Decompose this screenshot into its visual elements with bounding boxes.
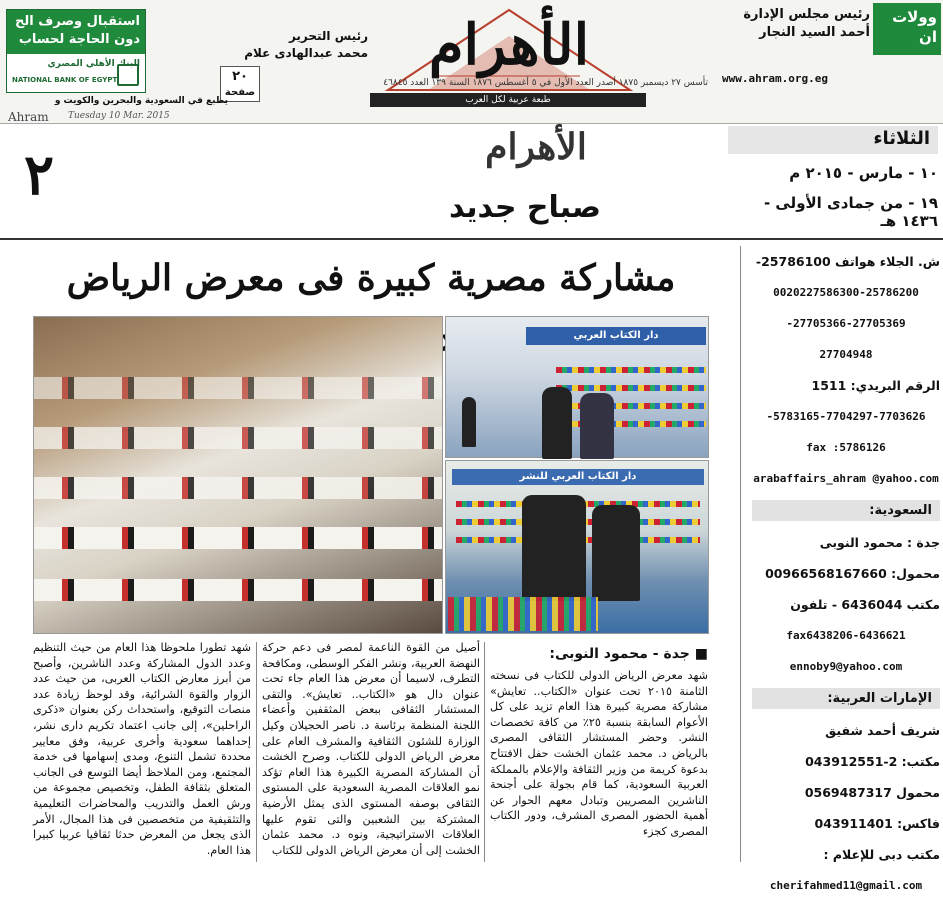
- editor-label: رئيس التحرير: [288, 29, 368, 43]
- article-column-1: شهد معرض الرياض الدولى للكتاب فى نسخته الثامنة ٢٠١٥ تحت عنوان «الكتاب.. تعايش» مشاركة مصرية كبيرة هذا العام تزيد على كل الأعوام السابقة بنسبة ٢٥٪ من كافة تخصصات النشر. وحضر المستشار الثقافى المصرى بالرياض د. محمد عثمان الخشت حفل الافتتاح بدعوة كريمة من وزير الثقافة والإعلام بالمملكة العربية السعودية، كما قام بجولة على أجنحة الناشرين المصريين وتبادل معهم الحوار عن أهمية الحضور المصرى المشرف، ودور الكتاب المصرى كجزء: [490, 669, 708, 838]
- sidebar-line: مكتب 6436044 - تلفون: [790, 597, 940, 612]
- sidebar-email: cherifahmed11@gmail.com: [769, 879, 923, 892]
- board-chair: [712, 6, 870, 42]
- photo-audience: [33, 316, 443, 634]
- date-gregorian: ١٠ - مارس - ٢٠١٥ م: [789, 164, 938, 182]
- sidebar-line: 27704948: [819, 348, 873, 361]
- sidebar-line: fax6438206-6436621: [786, 629, 906, 642]
- sidebar-line: جدة : محمود النوبى: [819, 535, 940, 550]
- sidebar-line: fax :5786126: [806, 441, 886, 454]
- bank-ad-slogan: استقبال وصرف الح دون الحاجة لحساب: [7, 10, 145, 54]
- article-column-2: أصيل من القوة الناعمة لمصر فى دعم حركة النهضة العربية، ونشر الفكر الوسطى، ومكافحة التطرف، لاسيما أن معرض هذا العام جاء تحت عنوان دال هو «الكتاب.. تعايش». والتقى المستشار الثقافى ببعض المثقفين وأعضاء اللجنة المنظمة برئاسة د. ناصر الحجيلان وكيل الوزارة للشئون الثقافية والمشرف العام على معرض الرياض الدولى للكتاب. وصرح الخشت أن المشاركة المصرية الكبيرة هذا العام تؤكد نمو العلاقات المصرية السعودية على المستوى الثقافى بوصفه المستوى الذى يمثل الأرضية المشتركة بين الشعبين والتى تقوم عليها العلاقات الاستراتيجية، ونوه د. محمد عثمان الخشت إلى أن معرض الرياض الدولى للكتاب: [262, 641, 480, 857]
- sidebar-line: -27705366-27705369: [786, 317, 906, 330]
- uae-heading: الإمارات العربية:: [752, 688, 940, 709]
- sidebar-line: مكتب: 2-043912551: [805, 754, 940, 769]
- editor-in-chief: [238, 28, 368, 62]
- contact-sidebar: [752, 246, 940, 901]
- board-label: رئيس مجلس الإدارة: [743, 7, 870, 22]
- sidebar-line: مكتب دبى للإعلام :: [823, 847, 940, 862]
- photo-bookstand-1: [445, 316, 709, 458]
- date-hijri: ١٩ - من جمادى الأولى - ١٤٣٦ هـ: [763, 194, 938, 230]
- day-name: الثلاثاء: [728, 126, 938, 154]
- stand-banner-1: دار الكتاب العربي: [526, 327, 706, 345]
- sidebar-email: ennoby9@yahoo.com: [789, 660, 903, 673]
- sidebar-line: 0020227586300-25786200: [773, 286, 919, 299]
- section-logo: الأهرام: [485, 126, 587, 168]
- bank-ad: [6, 9, 146, 93]
- sidebar-line: محمول 0569487317: [804, 785, 940, 800]
- board-name: أحمد السيد النجار: [759, 25, 870, 40]
- article-headline: مشاركة مصرية كبيرة فى معرض الرياض: [66, 257, 676, 299]
- distribution-note: يطبع في السعودية والبحرين والكويت و: [54, 96, 228, 106]
- bank-name-ar: البنك الأهلي المصري: [47, 59, 140, 69]
- section-title: صباح جديد: [448, 190, 602, 225]
- page-count: ٢٠: [232, 69, 248, 84]
- sidebar-line: ش. الجلاء هواتف 25786100-: [755, 254, 940, 269]
- website-url: www.ahram.org.eg: [722, 72, 828, 85]
- column-rule-2: [256, 642, 257, 862]
- sidebar-email: arabaffairs_ahram @yahoo.com: [753, 472, 939, 485]
- bank-name-en: NATIONAL BANK OF EGYPT: [12, 76, 118, 84]
- sidebar-line: محمول: 00966568167660: [765, 566, 940, 581]
- editor-name: محمد عبدالهادى علام: [244, 46, 368, 60]
- tagline: طبعة عربية لكل العرب: [370, 93, 646, 107]
- english-date: Tuesday 10 Mar. 2015: [68, 111, 170, 121]
- page-count-unit: صفحة: [224, 87, 256, 98]
- photo-bookstand-2: [445, 460, 709, 634]
- bank-logo-icon: [117, 64, 139, 86]
- founding-dateline: تأسس ٢٧ ديسمبر ١٨٧٥ أصدر العدد الأول في ٥ أغسطس ١٨٧٦ السنة ١٣٩ العدد ٤٦٨٤٥: [383, 78, 708, 88]
- sidebar-line: الرقم البريدي: 1511: [811, 378, 940, 393]
- divider: [0, 238, 943, 240]
- logo-text: الأهرام: [428, 12, 590, 78]
- ad-right: وولات ان: [873, 3, 941, 55]
- sidebar-line: شريف أحمد شفيق: [825, 723, 940, 738]
- sidebar-line: فاكس: 043911401: [814, 816, 940, 831]
- stand-banner-2: دار الكتاب العربي للنشر: [452, 469, 704, 485]
- saudi-heading: السعودية:: [752, 500, 940, 521]
- sidebar-rule: [740, 246, 741, 862]
- article-column-3: شهد تطورا ملحوظا هذا العام من حيث التنظيم وعدد الدول المشاركة وعدد الناشرين، وأصبح من أبرز معارض الكتاب العربى، من حيث عدد الزوار والقوة الشرائية، وقد لوحظ زيادة عدد منصات التوقيع، واستحداث ركن بعنوان «ذكرى الراحلين»، إلى جانب اعتماد تكريم دارى نشر، إحداهما سعودية وأخرى عربية، وفق معايير محددة تشمل التنوع، ومدى إسهامها فى خدمة المجتمع، ومن الملاحظ أيضا التوسع فى الجانب المتعلق بثقافة الطفل، وتخصيص مجموعة من ورش العمل والتدريب والمحاضرات التعليمية والتثقيفية من متخصصين فى هذا المجال، الأمر الذى يجعل من المعرض حدثا ثقافيا عربيا كبيرا هذا العام.: [33, 641, 251, 857]
- ahram-english: Ahram: [8, 110, 49, 124]
- sidebar-line: -5783165-7704297-7703626: [766, 410, 926, 423]
- byline: ■ جدة - محمود النوبى:: [549, 646, 708, 662]
- page-number: ٢: [24, 142, 55, 208]
- column-rule-1: [484, 642, 485, 862]
